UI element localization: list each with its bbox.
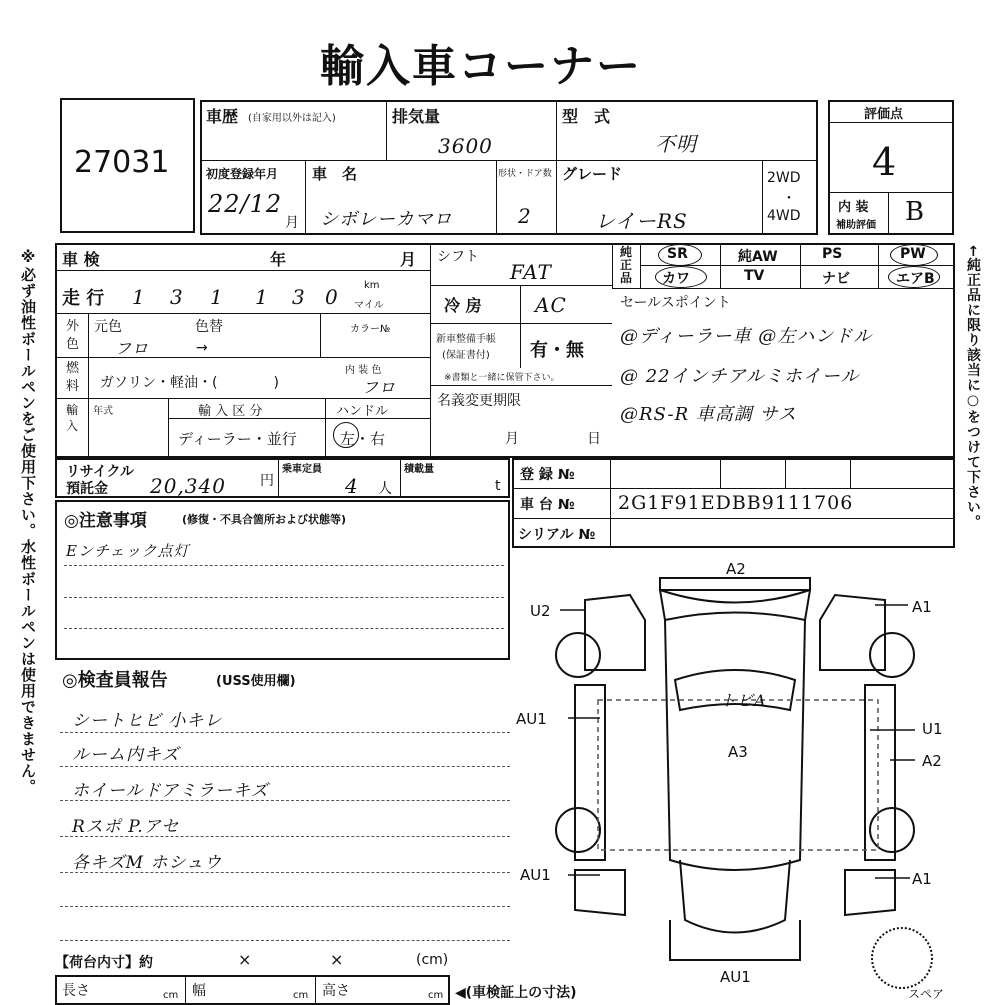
displacement-label: 排気量 [392,107,441,126]
inspector-line-1: シートヒビ 小キレ [72,711,223,731]
exterior-label: 外色 [66,319,80,352]
capacity-unit: 人 [378,481,392,497]
car-name-value: シボレーカマロ [320,209,453,230]
fuel-label: 燃料 [66,361,80,394]
shift-value: FAT [510,260,552,284]
inspector-label: ◎検査員報告 [62,670,168,691]
sales-point-3: @RS-R 車高調 サス [620,404,797,425]
inspector-sub: (USS使用欄) [216,674,296,689]
mileage-label: 走 行 [62,288,105,309]
option-airbag: エアB [896,271,935,287]
displacement-value: 3600 [438,134,493,158]
option-tv: TV [744,268,765,284]
sales-point-2: @ 22インチアルミホイール [620,366,860,387]
inspection-label: 車 検 [62,250,100,269]
mileage-digit-2: 3 [170,285,184,309]
exterior-change: 色替 [195,319,223,335]
option-navi: ナビ [822,271,850,287]
manual-sub: (保証書付) [442,350,490,361]
right-front-wheel [870,633,914,677]
option-aw: 純AW [738,249,778,265]
drive-4wd: 4WD [767,208,801,224]
diagram-right4: A1 [912,870,932,888]
serial-label: シリアル № [518,527,596,543]
lot-number: 27031 [74,145,170,180]
inspector-line-2: ルーム内キズ [72,745,180,765]
history-label: 車歴 [206,107,239,126]
name-change-day: 日 [587,431,601,447]
left-note: ※必ず油性ボールペンをご使用下さい。水性ボールペンは使用できません。 [19,248,37,795]
drive-dot: ・ [782,191,796,207]
interior-score-value: B [905,197,926,227]
recycle-unit: 円 [260,473,274,489]
cargo-width-cm: cm [293,990,309,1001]
exterior-arrow: → [196,340,208,356]
left-front-wheel [556,633,600,677]
cargo-height-cm: cm [428,990,444,1001]
car-name-label: 車 名 [312,165,358,183]
handle-value: 左・右 [340,430,386,448]
car-diagram [520,560,960,1000]
page-title: 輸入車コーナー [320,41,642,92]
left-front-fender [585,595,645,670]
right-rear-fender [845,870,895,915]
name-change-month: 月 [505,431,519,447]
aircon-value: AC [535,293,567,317]
mileage-digit-1: 1 [132,285,146,309]
options-side-note: ←純正品に限り該当に○をつけて下さい。 [965,245,981,530]
doors-value: 2 [518,204,532,228]
reg-no-label: 登 録 № [520,467,575,483]
diagram-spare: スペア [908,987,945,1001]
shift-label: シフト [437,249,479,265]
cargo-width: 幅 [192,983,206,999]
load-unit: t [495,478,501,494]
name-change-label: 名義変更期限 [437,393,521,409]
sales-points-label: セールスポイント [620,295,731,311]
handle-left-circle [333,422,359,448]
diagram-top: A2 [726,560,746,578]
option-ps: PS [822,246,843,262]
doors-label: 形状・ドア数 [498,169,552,179]
grade-value: レイーRS [595,209,688,233]
cargo-height: 高さ [322,983,350,999]
inspector-line-3: ホイールドアミラーキズ [72,781,269,801]
cargo-len-cm: cm [163,990,179,1001]
inspection-month: 月 [400,250,417,269]
recycle-label: リサイクル [66,464,135,480]
import-type-label: 輸 入 区 分 [198,404,263,419]
genuine-label: 純正品 [620,245,633,285]
mileage-digit-4: 1 [255,285,269,309]
right-rear-wheel [870,808,914,852]
manual-value: 有・無 [530,340,584,361]
diagram-right2: U1 [922,720,943,738]
detail-block [55,243,955,458]
cargo-note: ◀(車検証上の寸法) [455,985,577,1001]
cargo-dim-block [55,975,450,1005]
cargo-len: 長さ [62,983,90,999]
front-bumper-shape [660,578,810,590]
mileage-unit-mile: マイル [354,300,384,311]
left-rear-wheel [556,808,600,852]
chassis-label: 車 台 № [520,497,575,513]
rear-bumper-shape [670,920,800,960]
exterior-value: フロ [115,339,150,358]
cargo-unit: (cm) [416,952,449,968]
diagram-body: A3 [728,743,748,761]
interior-score-sub: 補助評価 [836,220,876,231]
import-year-label: 年式 [93,406,113,417]
option-sr: SR [667,246,688,262]
mileage-digit-3: 1 [210,285,224,309]
score-label: 評価点 [864,107,904,122]
recycle-value: 20,340 [150,474,226,498]
first-reg-label: 初度登録年月 [206,167,279,181]
sales-point-1: @ディーラー車 @左ハンドル [620,326,873,347]
option-pw-circle [890,244,938,266]
option-pw: PW [900,246,926,262]
diagram-right3: A2 [922,752,942,770]
chassis-value: 2G1F91EDBB9111706 [618,492,854,514]
hood-shape [660,590,810,620]
mileage-digit-6: 0 [325,285,339,309]
left-rear-fender [575,870,625,915]
import-type-value: ディーラー・並行 [178,430,297,448]
history-note: (自家用以外は記入) [248,113,336,124]
manual-note: ※書類と一緒に保管下さい。 [444,373,560,383]
diagram-roof: トビA [720,691,767,710]
option-leather: カワ [662,271,690,287]
score-value: 4 [872,140,898,184]
mileage-digit-5: 3 [292,285,306,309]
diagram-bottom: AU1 [720,968,751,986]
cargo-x1: × [238,950,252,969]
model-label: 型 式 [562,107,611,126]
recycle-sub: 預託金 [66,481,108,497]
right-front-fender [820,595,885,670]
interior-score-label: 内 装 [838,200,869,215]
notes-label: ◎注意事項 [64,511,147,531]
notes-line-1: Eンチェック点灯 [66,542,190,560]
diagram-left3: AU1 [520,866,551,884]
interior-color-label: 内 装 色 [345,365,382,376]
option-leather-circle [655,266,707,288]
interior-color-value: フロ [362,378,397,397]
cargo-x2: × [330,950,344,969]
import-label: 輸入 [66,403,79,433]
load-label: 積載量 [404,464,434,475]
model-value: 不明 [655,132,697,156]
notes-sub: (修復・不具合箇所および状態等) [182,513,347,526]
inspector-line-4: Rスポ P.アセ [72,817,180,837]
capacity-value: 4 [345,474,359,498]
option-sr-circle [658,244,702,266]
first-reg-value: 22/12 [208,190,283,218]
spare-wheel [872,928,932,988]
first-reg-month: 月 [285,215,299,231]
cargo-label: 【荷台内寸】約 [55,955,153,971]
diagram-left1: U2 [530,602,551,620]
aircon-label: 冷 房 [444,296,482,315]
handle-label: ハンドル [336,404,389,419]
exterior-orig: 元色 [94,319,122,335]
mileage-unit-km: km [364,280,380,291]
exterior-color-no: カラー№ [350,324,391,335]
inspector-line-5: 各キズM ホシュウ [72,853,223,873]
diagram-left2: AU1 [516,710,547,728]
grade-label: グレード [562,165,623,183]
inspection-year: 年 [270,250,287,269]
capacity-label: 乗車定員 [282,464,322,475]
manual-label: 新車整備手帳 [436,334,496,345]
option-airbag-circle [888,266,940,288]
cabin-dashed-box [598,700,878,850]
diagram-right1: A1 [912,598,932,616]
drive-2wd: 2WD [767,170,801,186]
fuel-options: ガソリン・軽油・( ) [100,375,279,391]
